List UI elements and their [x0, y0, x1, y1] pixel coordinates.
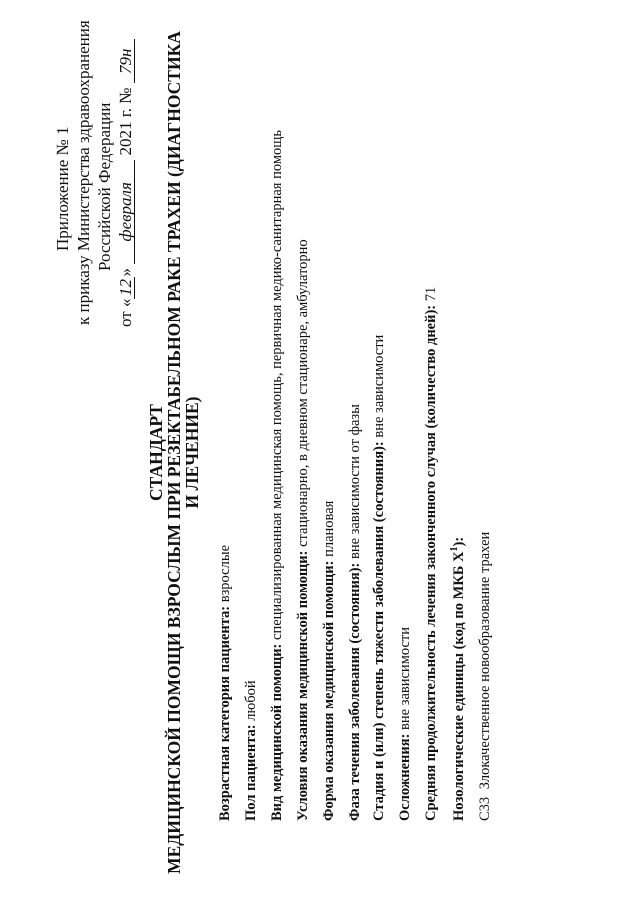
field-label: Нозологические единицы (код по МКБ $X^1$):: [449, 536, 467, 821]
field-value: плановая: [321, 500, 337, 561]
field-label: Фаза течения заболевания (состояния):: [347, 562, 363, 821]
field-care-type: [270, 130, 285, 821]
field-disease-stage: [372, 335, 387, 821]
field-disease-phase: [348, 404, 363, 821]
nosology-code: C33: [477, 796, 493, 821]
field-value: 71: [423, 286, 439, 305]
title-continuation: И ЛЕЧЕНИЕ): [182, 396, 202, 509]
field-value: стационарно, в дневном стационаре, амбулаторно: [295, 239, 311, 551]
field-value: взрослые: [217, 544, 233, 606]
field-value: вне зависимости от фазы: [347, 404, 363, 563]
field-label: Пол пациента:: [243, 724, 259, 821]
title-standard: СТАНДАРТ: [146, 404, 166, 501]
field-label: Осложнения:: [397, 733, 413, 821]
nosology-row: [478, 532, 493, 821]
field-label: Средняя продолжительность лечения законченного случая (количество дней):: [423, 304, 439, 821]
title-main: МЕДИЦИНСКОЙ ПОМОЩИ ВЗРОСЛЫМ ПРИ РЕЗЕКТАБЕЛЬНОМ РАКЕ ТРАХЕИ (ДИАГНОСТИКА: [164, 31, 184, 874]
field-label: Возрастная категория пациента:: [217, 605, 233, 821]
nosology-name: Злокачественное новообразование трахеи: [477, 531, 493, 790]
field-label: Вид медицинской помощи:: [269, 643, 285, 821]
field-complications: [398, 627, 413, 821]
field-label: Условия оказания медицинской помощи:: [295, 550, 311, 821]
date-year: 2021 г. №: [116, 87, 135, 156]
field-value: специализированная медицинская помощь, первичная медико-санитарная помощь: [269, 129, 285, 644]
appendix-line-1: Приложение № 1: [53, 126, 72, 251]
date-day: 12: [117, 277, 135, 299]
appendix-line-3: Российской Федерации: [95, 102, 114, 271]
field-care-conditions: [296, 239, 311, 821]
field-age-category: [218, 545, 233, 821]
footnote-marker: 1: [449, 546, 460, 552]
field-value: вне зависимости: [371, 334, 387, 442]
order-number: 79н: [117, 39, 135, 83]
field-label: Стадия и (или) степень тяжести заболевания (состояния):: [371, 441, 387, 821]
appendix-date-line: [117, 39, 135, 327]
field-label: Форма оказания медицинской помощи:: [321, 560, 337, 821]
field-sex: [244, 680, 259, 821]
field-value: вне зависимости: [397, 626, 413, 734]
date-mid: »: [116, 268, 135, 277]
date-prefix: от «: [116, 298, 135, 327]
field-treatment-duration: [424, 287, 439, 821]
field-value: любой: [243, 680, 259, 725]
field-nosology-header: [450, 537, 467, 821]
appendix-line-2: к приказу Министерства здравоохранения: [74, 20, 93, 325]
field-care-form: [322, 501, 337, 821]
date-month: февраля: [117, 160, 135, 264]
